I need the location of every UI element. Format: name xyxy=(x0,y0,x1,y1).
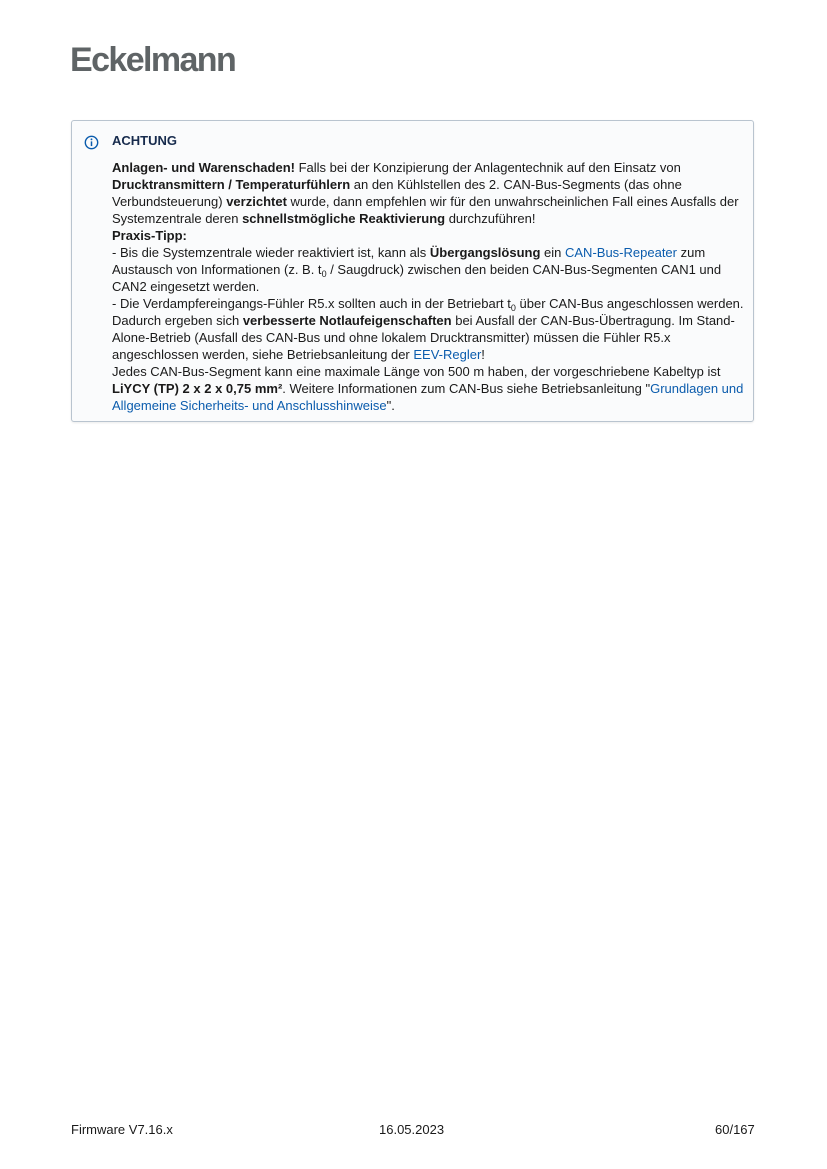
link-grundlagen[interactable]: Grundlagen und Allgemeine Sicherheits- und Anschlusshinweise xyxy=(112,381,744,413)
text: . Weitere Informationen zum CAN-Bus siehe Betriebsanleitung " xyxy=(282,381,651,396)
emphasis: schnellstmögliche Reaktivierung xyxy=(242,211,446,226)
link-can-bus-repeater[interactable]: CAN-Bus-Repeater xyxy=(565,245,677,260)
footer-page-number: 60/167 xyxy=(715,1122,755,1137)
text: - Bis die Systemzentrale wieder reaktiviert ist, kann als xyxy=(112,245,430,260)
link-eev-regler[interactable]: EEV-Regler xyxy=(413,347,482,362)
warning-paragraph xyxy=(112,159,748,227)
tip-paragraph-sensors xyxy=(112,295,748,363)
text: zum Austausch von Informationen (z. B. t xyxy=(112,245,706,277)
text: ! xyxy=(481,347,485,362)
text: an den Kühlstellen des 2. CAN-Bus-Segments (das ohne Verbundsteuerung) xyxy=(112,177,682,209)
emphasis: verzichtet xyxy=(226,194,287,209)
tip-heading xyxy=(112,227,748,244)
footer-firmware: Firmware V7.16.x xyxy=(71,1122,173,1137)
footer-date: 16.05.2023 xyxy=(379,1122,445,1137)
tip-paragraph-repeater xyxy=(112,244,748,295)
text: über CAN-Bus angeschlossen werden. Dadurch ergeben sich xyxy=(112,296,744,328)
text: durchzuführen! xyxy=(445,211,536,226)
emphasis: Anlagen- und Warenschaden! xyxy=(112,160,295,175)
subscript: 0 xyxy=(321,269,327,279)
info-icon xyxy=(84,135,99,150)
text: ". xyxy=(386,398,395,413)
subscript: 0 xyxy=(510,303,516,313)
text: wurde, dann empfehlen wir für den unwahrscheinlichen Fall eines Ausfalls der Systemzentrale deren xyxy=(112,194,739,226)
emphasis: Drucktransmittern / Temperaturfühlern xyxy=(112,177,351,192)
text: - Die Verdampfereingangs-Fühler R5.x sollten auch in der Betriebart t xyxy=(112,296,511,311)
text: Falls bei der Konzipierung der Anlagentechnik auf den Einsatz von xyxy=(294,160,681,175)
emphasis: verbesserte Notlaufeigenschaften xyxy=(242,313,452,328)
tip-heading-text: Praxis-Tipp: xyxy=(112,228,187,243)
notice-title: ACHTUNG xyxy=(112,133,177,148)
text: ein xyxy=(540,245,565,260)
text: / Saugdruck) zwischen den beiden CAN-Bus-Segmenten CAN1 und CAN2 eingesetzt werden. xyxy=(112,262,722,294)
emphasis: LiYCY (TP) 2 x 2 x 0,75 mm² xyxy=(112,381,283,396)
cable-paragraph xyxy=(112,363,748,414)
brand-logo: Eckelmann xyxy=(70,41,236,79)
text: Jedes CAN-Bus-Segment kann eine maximale Länge von 500 m haben, der vorgeschriebene Kabeltyp ist xyxy=(112,364,721,379)
emphasis: Übergangslösung xyxy=(429,245,541,260)
warning-panel xyxy=(71,120,754,422)
notice-body xyxy=(112,159,748,414)
text: bei Ausfall der CAN-Bus-Übertragung. Im Stand-Alone-Betrieb (Ausfall des CAN-Bus und ohne lokalem Drucktransmitter) müssen die Fühler R5.x angeschlossen werden, siehe Betriebsanleitung der xyxy=(112,313,735,362)
